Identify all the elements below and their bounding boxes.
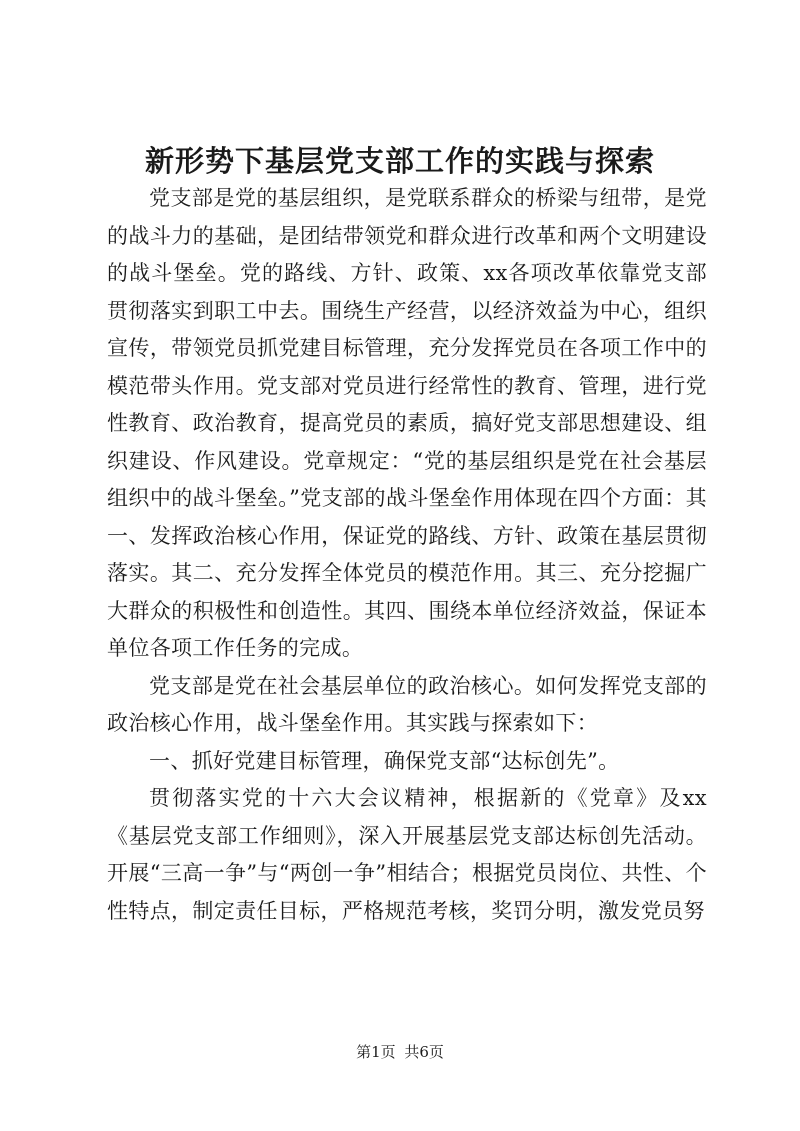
paragraph-1: 党支部是党的基层组织，是党联系群众的桥梁与纽带，是党的战斗力的基础，是团结带领党和群众进行改革和两个文明建设的战斗堡垒。党的路线、方针、政策、xx各项改革依靠党支部贯彻落实到职工中去。围绕生产经营，以经济效益为中心，组织宣传，带领党员抓党建目标管理，充分发挥党员在各项工作中的模范带头作用。党支部对党员进行经常性的教育、管理，进行党性教育、政治教育，提高党员的素质，搞好党支部思想建设、组织建设、作风建设。党章规定：“党的基层组织是党在社会基层组织中的战斗堡垒。”党支部的战斗堡垒作用体现在四个方面：其一、发挥政治核心作用，保证党的路线、方针、政策在基层贯彻落实。其二、充分发挥全体党员的模范作用。其三、充分挖掘广大群众的积极性和创造性。其四、围绕本单位经济效益，保证本单位各项工作任务的完成。 (107, 186, 707, 660)
page-footer (0, 1040, 800, 1064)
document-title: 新形势下基层党支部工作的实践与探索 (144, 144, 655, 178)
section-heading-1: 一、抓好党建目标管理，确保党支部“达标创先”。 (149, 748, 620, 773)
paragraph-3: 贯彻落实党的十六大会议精神，根据新的《党章》及xx《基层党支部工作细则》，深入开展基层党支部达标创先活动。开展“三高一争”与“两创一争”相结合；根据党员岗位、共性、个性特点，制定责任目标，严格规范考核，奖罚分明，激发党员努 (107, 786, 707, 923)
page-number: 第1页 (356, 1043, 396, 1061)
page-total: 共6页 (404, 1043, 444, 1061)
document-body (107, 180, 707, 930)
paragraph-2: 党支部是党在社会基层单位的政治核心。如何发挥党支部的政治核心作用，战斗堡垒作用。其实践与探索如下： (107, 673, 707, 735)
